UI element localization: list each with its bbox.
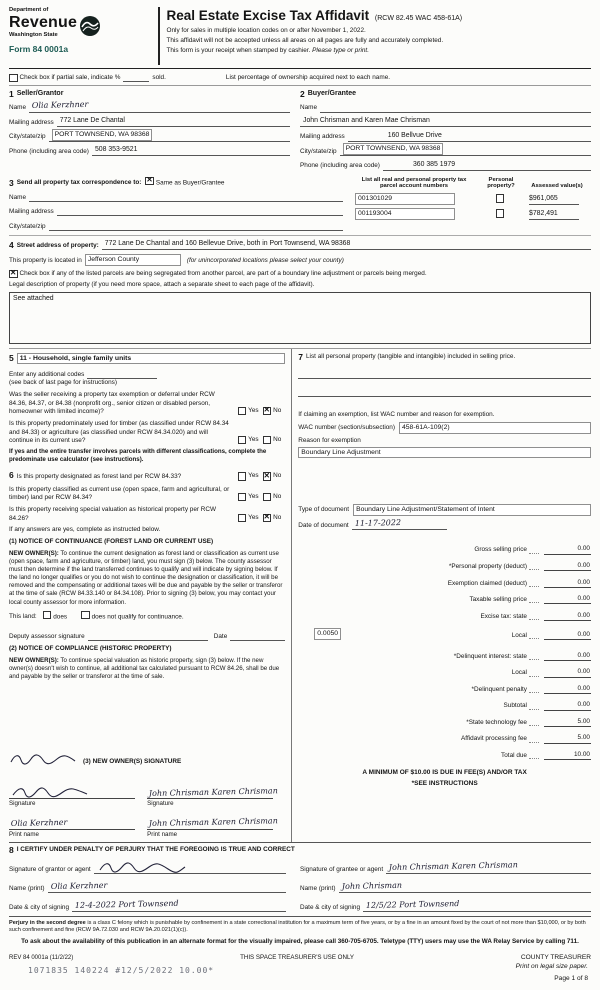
buyer-city-label: City/state/zip — [300, 147, 337, 155]
buyer-title: Buyer/Grantee — [307, 90, 356, 97]
exemption-claim-note: If claiming an exemption, list WAC number and reason for exemption. — [298, 411, 495, 419]
seller-section — [9, 89, 300, 171]
personal-property-deduct-value[interactable]: 0.00 — [544, 562, 591, 571]
document-type-label: Type of document — [298, 506, 350, 514]
new-owners-signature-heading: (3) NEW OWNER(S) SIGNATURE — [83, 758, 182, 766]
rcw-reference: (RCW 82.45 WAC 458-61A) — [374, 15, 463, 22]
this-land-label: This land: — [9, 613, 37, 621]
gross-selling-price-row — [298, 545, 591, 554]
delinquent-interest-state-value[interactable]: 0.00 — [544, 652, 591, 661]
exemption-yes-checkbox[interactable] — [238, 407, 247, 416]
parcel-table-header — [353, 177, 591, 191]
affidavit-processing-fee-value[interactable]: 5.00 — [544, 734, 591, 743]
document-date-input[interactable] — [352, 517, 447, 530]
buyer-mailing-row — [300, 132, 591, 142]
deputy-assessor-row — [9, 631, 285, 641]
local-rate-input[interactable]: 0.0050 — [314, 628, 341, 640]
seller-phone-row — [9, 146, 290, 156]
delinquent-penalty-value[interactable]: 0.00 — [544, 685, 591, 694]
seller-phone-label: Phone (including area code) — [9, 147, 89, 155]
additional-codes-row — [9, 369, 285, 379]
grantor-date-value: 12-4-2022 Port Townsend — [74, 898, 179, 910]
certification-columns — [9, 854, 591, 912]
grantor-signature-scribble — [98, 861, 188, 874]
same-as-buyer-label: Same as Buyer/Grantee — [155, 179, 225, 187]
answers-yes-note: If any answers are yes, complete as instructed below. — [9, 526, 161, 534]
segregated-row — [9, 270, 591, 279]
wac-label: WAC number (section/subsection) — [298, 424, 395, 432]
located-in-label: This property is located in — [9, 257, 82, 265]
buyer-name-label: Name — [300, 104, 318, 112]
street-address-value: 772 Lane De Chantal and 160 Bellevue Drive, both in Port Townsend, WA 98368 — [104, 239, 351, 247]
perjury-text: is a class C felony which is punishable by confinement in a state correctional institution for a maximum term of five years, or by a fine in an amount fixed by the court of not more than $10,000, or by both such confinement and fine (RCW 9A.72.030 and RCW 9A.20.021(1)(c)). — [9, 920, 586, 934]
personal-property-checkbox-1[interactable] — [496, 194, 505, 203]
correspondence-block — [9, 177, 353, 231]
grantor-name-row — [9, 881, 286, 893]
street-address-input[interactable] — [102, 240, 591, 250]
segregated-label: Check box if any of the listed parcels are being segregated from another parcel, are part of a boundary line adjustment or parcels being merged. — [19, 269, 427, 277]
excise-tax-local-value[interactable]: 0.00 — [544, 631, 591, 640]
parcel-numbers-header: List all real and personal property tax parcel account numbers — [361, 176, 467, 190]
delinquent-penalty-row — [298, 685, 591, 694]
cashier-stamp: 1071835 140224 #12/5/2022 10.00* — [28, 965, 215, 975]
parcel-row-1 — [353, 193, 591, 205]
seller-city-label: City/state/zip — [9, 133, 46, 141]
correspondence-label: Send all property tax correspondence to: — [16, 179, 142, 187]
does-not-label: does not qualify for continuance. — [91, 613, 184, 621]
grantee-signature-value: John Chrisman Karen Chrisman — [388, 860, 519, 872]
certify-heading-row — [9, 846, 591, 855]
header-note-2: This affidavit will not be accepted unless all areas on all pages are fully and accurately completed. — [166, 36, 444, 44]
buyer-mailing-input[interactable] — [348, 132, 591, 142]
print-name-label: Print name — [9, 830, 39, 838]
forest-yes-checkbox[interactable] — [238, 472, 247, 481]
no-label: No — [273, 435, 282, 443]
perjury-paragraph — [9, 920, 591, 935]
same-as-buyer-checkbox[interactable] — [145, 177, 154, 186]
assessed-value-1[interactable]: $961,065 — [529, 195, 579, 205]
page-number: Page 1 of 8 — [554, 975, 588, 983]
continuance-text: To continue the current designation as forest land or classification as current use (open space, farm and agriculture, or timber) land, you must sign (3) below. The county assessor must then determine if the land transferred continues to qualify and will indicate by signing below. If the land no longer qualifies or you do not wish to continue the designation or classification, it will be removed and the compensating or additional taxes will be due and payable by the seller or transferor at the time of sale (RCW 84.33.140 or 84.34.108). Prior to signing (3) below, you may contact your local county assessor for more information. — [9, 549, 283, 606]
buyer-city-input[interactable] — [340, 146, 591, 156]
signature-label: Signature — [9, 800, 36, 808]
document-date-label: Date of document — [298, 521, 349, 529]
exemption-claimed-row — [298, 579, 591, 588]
seller-name-value: Olia Kerzhner — [31, 100, 89, 111]
personal-property-intro: List all personal property (tangible and intangible) included in selling price. — [306, 352, 516, 360]
no-label: No — [273, 513, 282, 521]
partial-sale-row — [9, 69, 591, 86]
grantor-signature-label: Signature of grantor or agent — [9, 865, 91, 873]
grantee-date-row — [300, 900, 591, 912]
affidavit-processing-fee-row — [298, 734, 591, 743]
total-due-row — [298, 751, 591, 760]
footer — [9, 920, 591, 962]
deputy-date-label: Date — [213, 633, 228, 641]
street-address-label: Street address of property: — [16, 241, 99, 249]
forest-no-checkbox[interactable] — [263, 472, 272, 481]
state-technology-fee-value[interactable]: 5.00 — [544, 718, 591, 727]
delinquent-interest-local-value[interactable]: 0.00 — [544, 668, 591, 677]
does-not-checkbox[interactable] — [81, 611, 90, 620]
see-instructions-note: *SEE INSTRUCTIONS — [411, 779, 478, 787]
buyer-city-value: PORT TOWNSEND, WA 98368 — [343, 143, 444, 155]
left-column — [9, 349, 291, 842]
affidavit-processing-fee-label: Affidavit processing fee — [461, 735, 527, 743]
seller-phone-value: 508 353-9521 — [94, 146, 138, 154]
header-note-1: Only for sales in multiple location codes on or after November 1, 2022. — [166, 26, 366, 34]
owner-signature-input-1[interactable] — [9, 787, 135, 799]
excise-tax-local-label: Local — [511, 631, 527, 639]
parcel-table — [353, 177, 591, 231]
new-owners-lead-2: NEW OWNER(S): — [9, 656, 59, 664]
delinquent-interest-state-row — [298, 652, 591, 661]
land-qualify-row — [9, 611, 285, 622]
current-use-no-checkbox[interactable] — [263, 493, 272, 502]
print-name-label: Print name — [147, 830, 178, 838]
owner-signature-input-2[interactable] — [147, 786, 279, 799]
seller-mailing-input[interactable] — [57, 117, 290, 127]
correspondence-mailing-input[interactable] — [57, 206, 343, 216]
grantee-certification — [300, 854, 591, 912]
grantor-certification — [9, 854, 300, 912]
form-number: Form 84 0001a — [9, 44, 69, 55]
timber-no-checkbox[interactable] — [263, 436, 272, 445]
no-label: No — [273, 406, 282, 414]
new-owner-signature-scribble — [9, 752, 79, 766]
exemption-deferral-text: Was the seller receiving a property tax exemption or deferral under RCW 84.36, 84.37, or 84.38 (nonprofit org., senior citizen or disabled person, homeowner with limited income)? — [9, 391, 215, 415]
subtotal-value[interactable]: 0.00 — [544, 701, 591, 710]
county-row — [9, 254, 591, 266]
gross-selling-price-value[interactable]: 0.00 — [544, 545, 591, 554]
seller-mailing-row — [9, 117, 290, 127]
buyer-city-row — [300, 146, 591, 156]
yes-label: Yes — [248, 493, 259, 501]
seller-city-row — [9, 132, 290, 142]
additional-codes-input[interactable] — [87, 369, 157, 379]
grantor-date-label: Date & city of signing — [9, 903, 70, 911]
delinquent-penalty-label: *Delinquent penalty — [471, 685, 527, 693]
seller-city-input[interactable] — [49, 132, 290, 142]
assessed-value-header: Assessed value(s) — [531, 183, 583, 190]
reason-spacer — [298, 458, 591, 504]
grantee-signature-row — [300, 862, 591, 874]
grantor-name-value: Olia Kerzhner — [50, 880, 107, 891]
partial-sale-checkbox[interactable] — [9, 74, 18, 83]
seller-signature-scribble — [11, 786, 91, 799]
delinquent-interest-local-row — [298, 668, 591, 677]
owner-print-value-2: John Chrisman Karen Chrisman — [148, 816, 279, 829]
land-use-code-select[interactable]: 11 - Household, single family units — [17, 353, 286, 365]
main-columns — [9, 349, 591, 843]
seller-name-row — [9, 100, 290, 113]
county-treasurer-label: COUNTY TREASURER — [520, 953, 591, 961]
subtotal-row — [298, 701, 591, 710]
subtotal-label: Subtotal — [503, 702, 527, 710]
predominate-use-note: If yes and the entire transfer involves parcels with different classifications, complete the predominate use calculator (see instructions). — [9, 448, 267, 464]
grantee-name-value: John Chrisman — [341, 880, 402, 891]
owner-print-input-2[interactable] — [147, 816, 279, 830]
grantor-date-input[interactable] — [72, 900, 286, 912]
dor-logo-icon — [79, 15, 101, 37]
revenue-wordmark: Revenue — [9, 13, 78, 31]
buyer-name-input[interactable] — [320, 103, 591, 113]
total-due-value[interactable]: 10.00 — [544, 751, 591, 760]
seller-title: Seller/Grantor — [16, 90, 64, 97]
forest-land-question-text: Is this property designated as forest land per RCW 84.33? — [16, 473, 182, 481]
new-owner-signature-right — [147, 778, 285, 838]
buyer-mailing-value: 160 Bellvue Drive — [387, 131, 442, 139]
department-of-label: Department of — [9, 7, 49, 13]
assessed-value-2[interactable]: $782,491 — [529, 210, 579, 220]
compliance-text: To continue special valuation as historic property, sign (3) below. If the new owner(s) doesn't wish to continue, all additional tax calculated pursuant to RCW 84.26, shall be due and payable by the seller or transferor at the time of sale. — [9, 656, 280, 681]
excise-tax-state-label: Excise tax: state — [480, 612, 527, 620]
personal-property-input-2[interactable] — [298, 387, 591, 397]
perjury-lead: Perjury in the second degree — [9, 920, 86, 927]
parcel-number-input-1[interactable]: 001301029 — [355, 193, 455, 205]
taxable-selling-price-value[interactable]: 0.00 — [544, 595, 591, 604]
parcel-row-2 — [353, 208, 591, 220]
deputy-assessor-label: Deputy assessor signature — [9, 633, 85, 641]
grantee-name-input[interactable] — [339, 881, 591, 893]
grantor-name-input[interactable] — [48, 881, 286, 893]
wac-number-input[interactable]: 458-61A-109(2) — [399, 422, 591, 434]
section-3-number: 3 — [9, 177, 14, 188]
seller-name-input[interactable] — [29, 100, 290, 113]
historic-no-checkbox[interactable] — [263, 514, 272, 523]
grantee-date-label: Date & city of signing — [300, 903, 361, 911]
excise-tax-local-row — [298, 628, 591, 640]
section-5-number: 5 — [9, 353, 14, 364]
gross-selling-price-label: Gross selling price — [474, 546, 527, 554]
no-label: No — [273, 472, 282, 480]
timber-yes-checkbox[interactable] — [238, 436, 247, 445]
yes-label: Yes — [248, 435, 259, 443]
partial-sale-label: Check box if partial sale, indicate % — [19, 73, 121, 81]
type-or-print-note: Please type or print. — [312, 47, 369, 55]
correspondence-mailing-label: Mailing address — [9, 208, 54, 216]
deputy-date-input[interactable] — [230, 631, 285, 641]
section-7 — [291, 349, 591, 842]
does-label: does — [53, 613, 68, 621]
forest-land-question — [9, 471, 285, 481]
section-4-number: 4 — [9, 240, 14, 251]
seller-mailing-value: 772 Lane De Chantal — [59, 117, 125, 125]
continuance-paragraph — [9, 550, 285, 607]
forest-land-text — [9, 471, 238, 481]
personal-property-checkbox-2[interactable] — [496, 209, 505, 218]
historic-property-text: Is this property receiving special valuation as historical property per RCW 84.26? — [9, 506, 217, 522]
personal-property-line-1 — [298, 369, 591, 379]
yes-label: Yes — [248, 406, 259, 414]
county-select[interactable]: Jefferson County — [85, 254, 181, 266]
yes-label: Yes — [248, 513, 259, 521]
bottom-right-notes — [516, 963, 588, 984]
section-6-number: 6 — [9, 470, 14, 481]
current-use-yes-checkbox[interactable] — [238, 493, 247, 502]
timber-agriculture-text: Is this property predominately used for timber (as classified under RCW 84.34 and 84.33) or agriculture (as classified under RCW 84.34.020) and will continue in its current use? — [9, 420, 229, 444]
correspondence-city-label: City/state/zip — [9, 222, 46, 230]
correspondence-name-row — [9, 192, 343, 202]
grantee-name-row — [300, 881, 591, 893]
deputy-assessor-signature-input[interactable] — [88, 631, 208, 641]
correspondence-name-label: Name — [9, 193, 27, 201]
document-type-input[interactable]: Boundary Line Adjustment/Statement of Intent — [353, 504, 591, 516]
no-label: No — [273, 493, 282, 501]
continuance-heading: (1) NOTICE OF CONTINUANCE (FOREST LAND OR CURRENT USE) — [9, 538, 214, 546]
header-divider — [158, 7, 160, 65]
historic-yes-checkbox[interactable] — [238, 514, 247, 523]
document-type-row — [298, 504, 591, 516]
compliance-heading: (2) NOTICE OF COMPLIANCE (HISTORIC PROPERTY) — [9, 645, 172, 653]
exemption-deferral-question — [9, 391, 285, 416]
buyer-phone-value: 360 385 1979 — [412, 160, 456, 168]
section-5-header — [9, 353, 285, 365]
current-use-text: Is this property classified as current use (open space, farm and agricultural, or timber) land per RCW 84.34? — [9, 485, 230, 502]
unincorporated-note: (for unincorporated locations please select your county) — [186, 257, 344, 265]
additional-codes-label: Enter any additional codes — [9, 370, 85, 378]
certify-heading: I CERTIFY UNDER PENALTY OF PERJURY THAT THE FOREGOING IS TRUE AND CORRECT — [16, 845, 295, 853]
taxable-selling-price-row — [298, 595, 591, 604]
delinquent-interest-state-label: *Delinquent interest: state — [453, 652, 527, 660]
personal-property-line-2 — [298, 387, 591, 397]
compliance-paragraph — [9, 657, 285, 681]
reason-for-exemption-input[interactable]: Boundary Line Adjustment — [298, 447, 591, 459]
grantor-signature-input[interactable] — [94, 862, 286, 874]
seller-mailing-label: Mailing address — [9, 118, 54, 126]
legal-description-input[interactable] — [9, 292, 591, 344]
personal-property-intro-row — [298, 353, 591, 362]
treasurer-space-label: THIS SPACE TREASURER'S USE ONLY — [240, 954, 355, 962]
owner-print-input-1[interactable] — [9, 818, 135, 830]
seller-city-value: PORT TOWNSEND, WA 98368 — [52, 129, 153, 141]
correspondence-city-input[interactable] — [49, 221, 343, 231]
street-address-row — [9, 240, 591, 250]
parties — [9, 86, 591, 175]
delinquent-interest-local-label: Local — [511, 669, 527, 677]
yes-label: Yes — [248, 472, 259, 480]
correspondence-city-row — [9, 221, 343, 231]
grantor-date-row — [9, 900, 286, 912]
section-4 — [9, 236, 591, 349]
buyer-phone-label: Phone (including area code) — [300, 162, 380, 170]
section-8-number: 8 — [9, 844, 14, 855]
does-checkbox[interactable] — [43, 611, 52, 620]
section-1-number: 1 — [9, 88, 14, 99]
correspondence-name-input[interactable] — [29, 192, 343, 202]
buyer-name-input-2[interactable] — [300, 117, 591, 127]
document-date-value: 11-17-2022 — [354, 517, 401, 528]
exemption-claimed-label: Exemption claimed (deduct) — [447, 579, 527, 587]
buyer-name-row — [300, 103, 591, 113]
taxable-selling-price-label: Taxable selling price — [469, 596, 527, 604]
legal-description-label: Legal description of property (if you need more space, attach a separate sheet to each page of the affidavit). — [9, 281, 315, 289]
current-use-question — [9, 486, 285, 503]
excise-tax-state-value[interactable]: 0.00 — [544, 612, 591, 621]
exemption-claimed-value[interactable]: 0.00 — [544, 579, 591, 588]
grantee-name-label: Name (print) — [300, 884, 336, 892]
owner-signature-value-2: John Chrisman Karen Chrisman — [148, 786, 279, 799]
minimum-due-note: A MINIMUM OF $10.00 IS DUE IN FEE(S) AND/OR TAX — [362, 769, 527, 777]
grantee-signature-input[interactable] — [386, 862, 591, 874]
washington-state-label: Washington State — [9, 31, 58, 38]
grantee-signature-label: Signature of grantee or agent — [300, 865, 384, 873]
title-block — [167, 7, 592, 65]
signature-label: Signature — [147, 800, 174, 808]
see-back-note: (see back of last page for instructions) — [9, 378, 117, 386]
exemption-no-checkbox[interactable] — [263, 407, 272, 416]
reason-for-exemption-label: Reason for exemption — [298, 437, 361, 445]
section-8 — [9, 843, 591, 918]
alternate-format-note: To ask about the availability of this publication in an alternate format for the visually impaired, please call 360-705-6705. Teletype (TTY) users may use the WA Relay Service by calling 711. — [21, 937, 579, 945]
historic-property-question — [9, 506, 285, 523]
legal-description-value: See attached — [13, 294, 54, 302]
section-7-number: 7 — [298, 351, 303, 362]
header — [9, 7, 591, 69]
buyer-name-value: John Chrisman and Karen Mae Chrisman — [303, 117, 430, 125]
state-technology-fee-label: *State technology fee — [466, 718, 527, 726]
ownership-note: List percentage of ownership acquired next to each name. — [225, 73, 391, 81]
timber-agriculture-question — [9, 420, 285, 445]
document-date-row — [298, 517, 591, 530]
rev-number: REV 84 0001a (11/2/22) — [9, 954, 74, 961]
personal-property-input-1[interactable] — [298, 369, 591, 379]
sold-label: sold. — [152, 73, 166, 81]
correspondence-mailing-row — [9, 206, 343, 216]
tax-computation — [298, 538, 591, 760]
segregated-checkbox[interactable] — [9, 270, 18, 279]
grantee-date-value: 12/5/22 Port Townsend — [365, 898, 460, 910]
wac-row — [298, 422, 591, 434]
new-owners-lead: NEW OWNER(S): — [9, 549, 59, 557]
seller-phone-input[interactable] — [92, 146, 290, 156]
form-title: Real Estate Excise Tax Affidavit — [166, 8, 370, 23]
new-owners-signature-block — [9, 746, 285, 838]
buyer-mailing-label: Mailing address — [300, 133, 345, 141]
agency-block — [9, 7, 151, 65]
grantor-signature-row — [9, 862, 286, 874]
partial-sale-percent-input[interactable] — [123, 73, 149, 82]
owner-print-value-1: Olia Kerzhner — [10, 817, 68, 829]
buyer-phone-row — [300, 161, 591, 171]
excise-tax-state-row — [298, 612, 591, 621]
personal-property-deduct-row — [298, 562, 591, 571]
personal-property-deduct-label: *Personal property (deduct) — [448, 562, 527, 570]
buyer-section — [300, 89, 591, 171]
legal-size-note: Print on legal size paper. — [515, 962, 588, 970]
grantee-date-input[interactable] — [363, 900, 591, 912]
new-owner-signature-left — [9, 778, 147, 838]
rev-row — [9, 954, 591, 963]
total-due-label: Total due — [501, 751, 527, 759]
receipt-note: This form is your receipt when stamped by cashier. — [166, 47, 311, 55]
header-note-3 — [167, 47, 592, 55]
section-3 — [9, 175, 591, 236]
personal-property-header: Personal property? — [487, 176, 515, 190]
grantor-name-label: Name (print) — [9, 884, 45, 892]
buyer-phone-input[interactable] — [383, 161, 591, 171]
section-2-number: 2 — [300, 88, 305, 99]
state-technology-fee-row — [298, 718, 591, 727]
parcel-number-input-2[interactable]: 001193004 — [355, 208, 455, 220]
buyer-name-row-2 — [300, 117, 591, 127]
seller-name-label: Name — [9, 104, 27, 112]
